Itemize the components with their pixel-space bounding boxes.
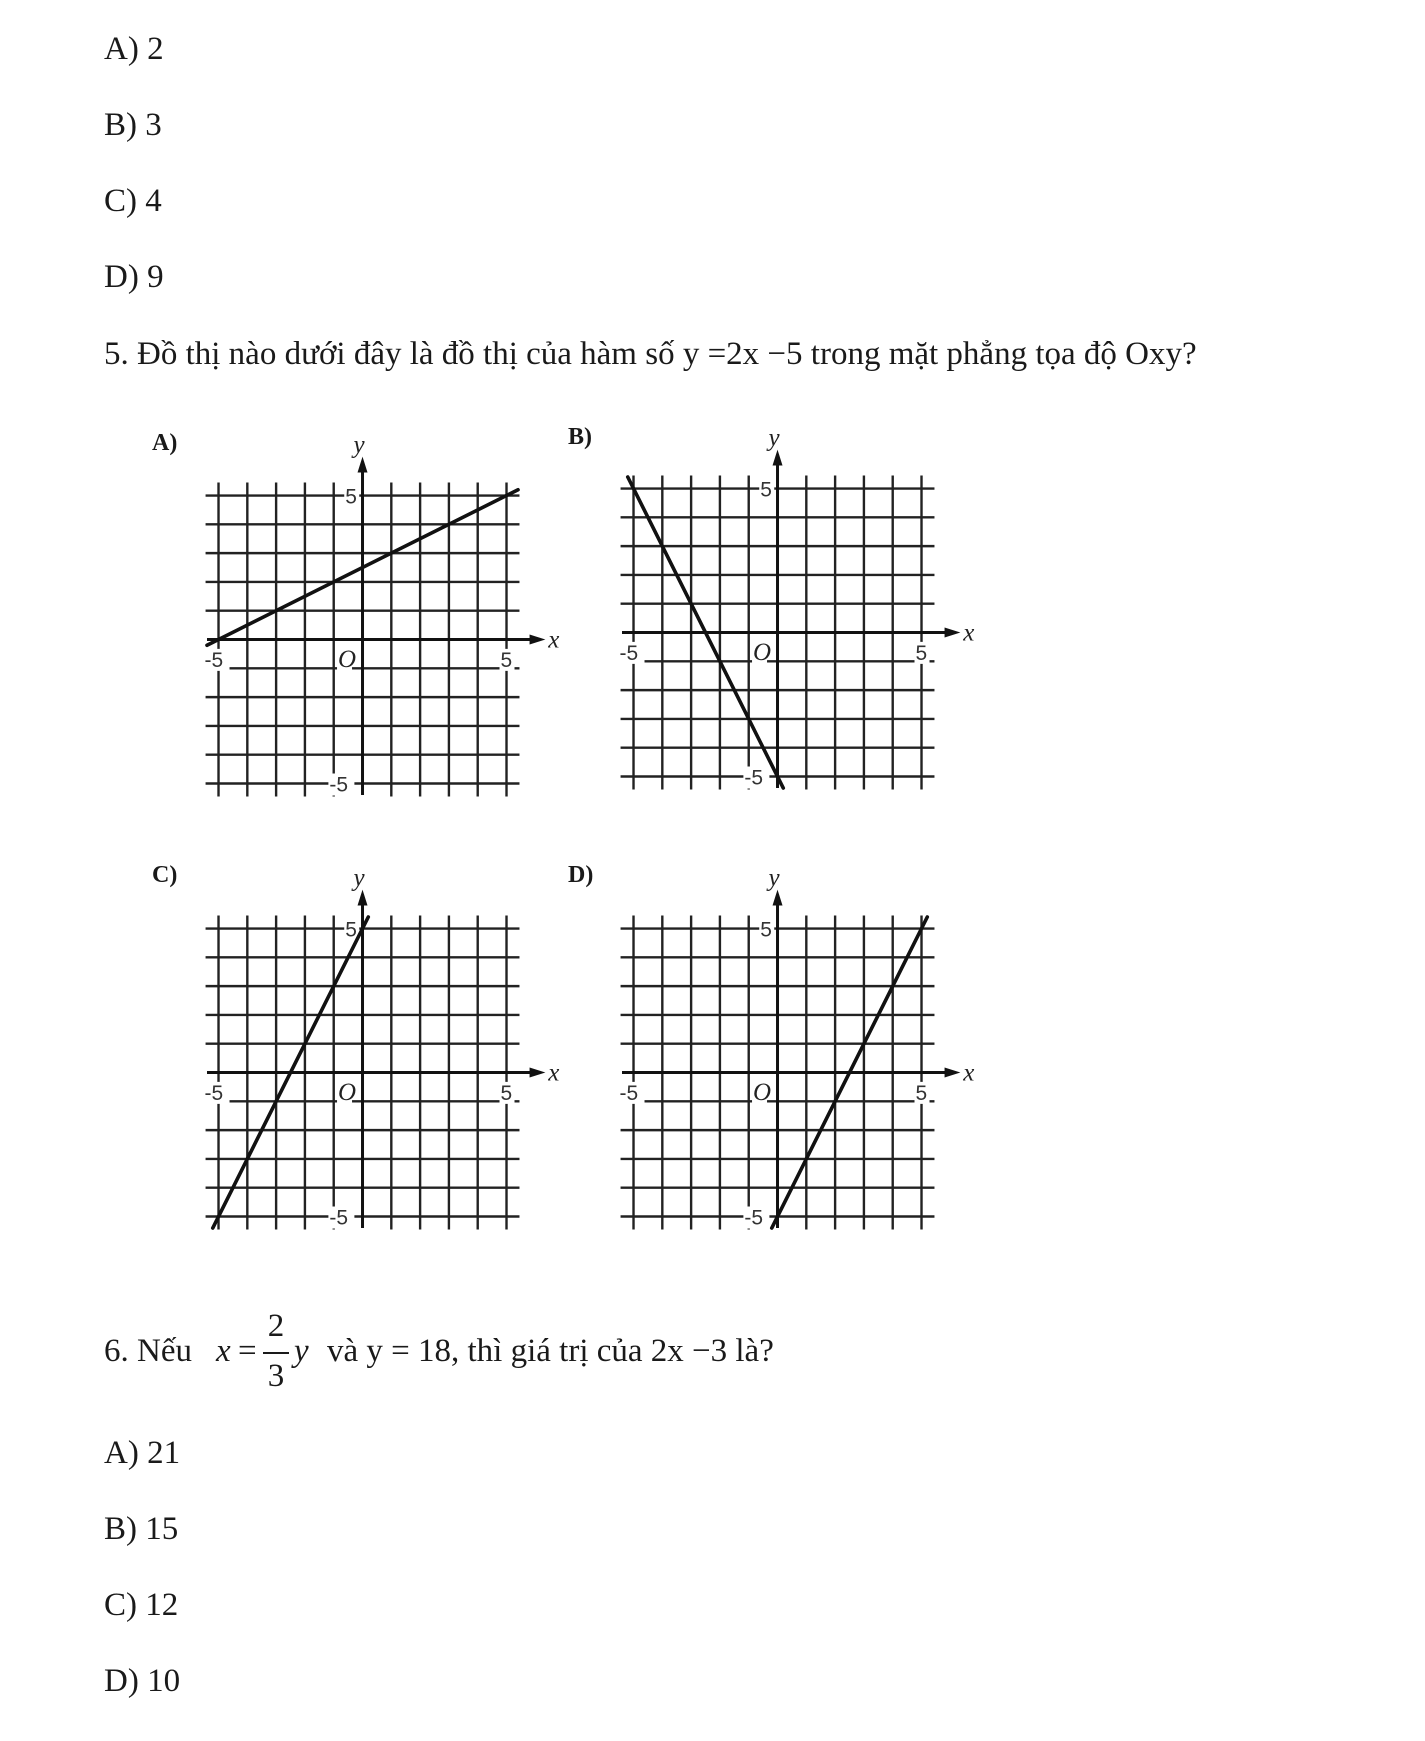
q6-fraction-numerator: 2 xyxy=(267,1308,285,1344)
q6-y-var: y xyxy=(294,1333,309,1369)
y-axis-arrow xyxy=(358,457,368,473)
tick-label-x-neg: -5 xyxy=(619,642,639,666)
origin-label: O xyxy=(338,1079,357,1107)
q4-option-a: A) 2 xyxy=(104,31,164,67)
origin-label: O xyxy=(338,646,357,674)
tick-label-y-neg: -5 xyxy=(329,773,349,797)
q6-prefix: 6. Nếu xyxy=(104,1333,192,1369)
q6-option-a: A) 21 xyxy=(104,1435,181,1471)
tick-label-x-neg: -5 xyxy=(619,1082,639,1106)
graph-label-a: A) xyxy=(152,430,178,456)
graph-a xyxy=(167,431,560,835)
tick-label-x-pos: 5 xyxy=(500,649,513,673)
tick-label-y-neg: -5 xyxy=(329,1206,349,1230)
tick-label-y-pos: 5 xyxy=(345,918,358,942)
y-axis-label: y xyxy=(353,431,366,459)
q6-option-c: C) 12 xyxy=(104,1587,179,1623)
x-axis-arrow xyxy=(530,1068,546,1078)
x-axis-arrow xyxy=(945,1068,961,1078)
q6-option-d: D) 10 xyxy=(104,1663,181,1699)
origin-label: O xyxy=(753,1079,772,1107)
tick-label-x-pos: 5 xyxy=(915,642,928,666)
q6-fraction-bar xyxy=(263,1352,289,1354)
coordinate-plane xyxy=(582,864,975,1268)
x-axis-label: x xyxy=(963,619,975,647)
origin-label: O xyxy=(753,639,772,667)
coordinate-plane xyxy=(167,431,560,835)
x-axis-label: x xyxy=(548,1059,560,1087)
y-axis-arrow xyxy=(358,890,368,906)
graph-c xyxy=(167,864,560,1268)
y-axis-label: y xyxy=(353,864,366,892)
tick-label-y-pos: 5 xyxy=(760,478,773,502)
tick-label-x-pos: 5 xyxy=(915,1082,928,1106)
q6-suffix: và y = 18, thì giá trị của 2x −3 là? xyxy=(327,1333,774,1369)
y-axis-label: y xyxy=(768,864,781,892)
tick-label-y-neg: -5 xyxy=(744,766,764,790)
q6-fraction-denominator: 3 xyxy=(267,1358,285,1394)
y-axis-arrow xyxy=(773,450,783,466)
graph-d xyxy=(582,864,975,1268)
graph-b xyxy=(582,424,975,828)
y-axis-label: y xyxy=(768,424,781,452)
tick-label-x-neg: -5 xyxy=(204,1082,224,1106)
x-axis-arrow xyxy=(945,628,961,638)
graph-label-b: B) xyxy=(568,424,592,450)
q6-equals: = xyxy=(238,1333,257,1369)
x-axis-arrow xyxy=(530,635,546,645)
tick-label-y-pos: 5 xyxy=(345,485,358,509)
coordinate-plane xyxy=(582,424,975,828)
q6-option-b: B) 15 xyxy=(104,1511,179,1547)
x-axis-label: x xyxy=(548,626,560,654)
tick-label-x-neg: -5 xyxy=(204,649,224,673)
q4-option-d: D) 9 xyxy=(104,259,164,295)
coordinate-plane xyxy=(167,864,560,1268)
y-axis-arrow xyxy=(773,890,783,906)
tick-label-y-pos: 5 xyxy=(760,918,773,942)
graph-label-c: C) xyxy=(152,862,178,888)
tick-label-x-pos: 5 xyxy=(500,1082,513,1106)
tick-label-y-neg: -5 xyxy=(744,1206,764,1230)
graph-label-d: D) xyxy=(568,862,594,888)
q4-option-b: B) 3 xyxy=(104,107,162,143)
q4-option-c: C) 4 xyxy=(104,183,162,219)
x-axis-label: x xyxy=(963,1059,975,1087)
q5-question: 5. Đồ thị nào dưới đây là đồ thị của hàm số y =2x −5 trong mặt phẳng tọa độ Oxy? xyxy=(104,336,1197,372)
q6-x-var: x xyxy=(216,1333,231,1369)
